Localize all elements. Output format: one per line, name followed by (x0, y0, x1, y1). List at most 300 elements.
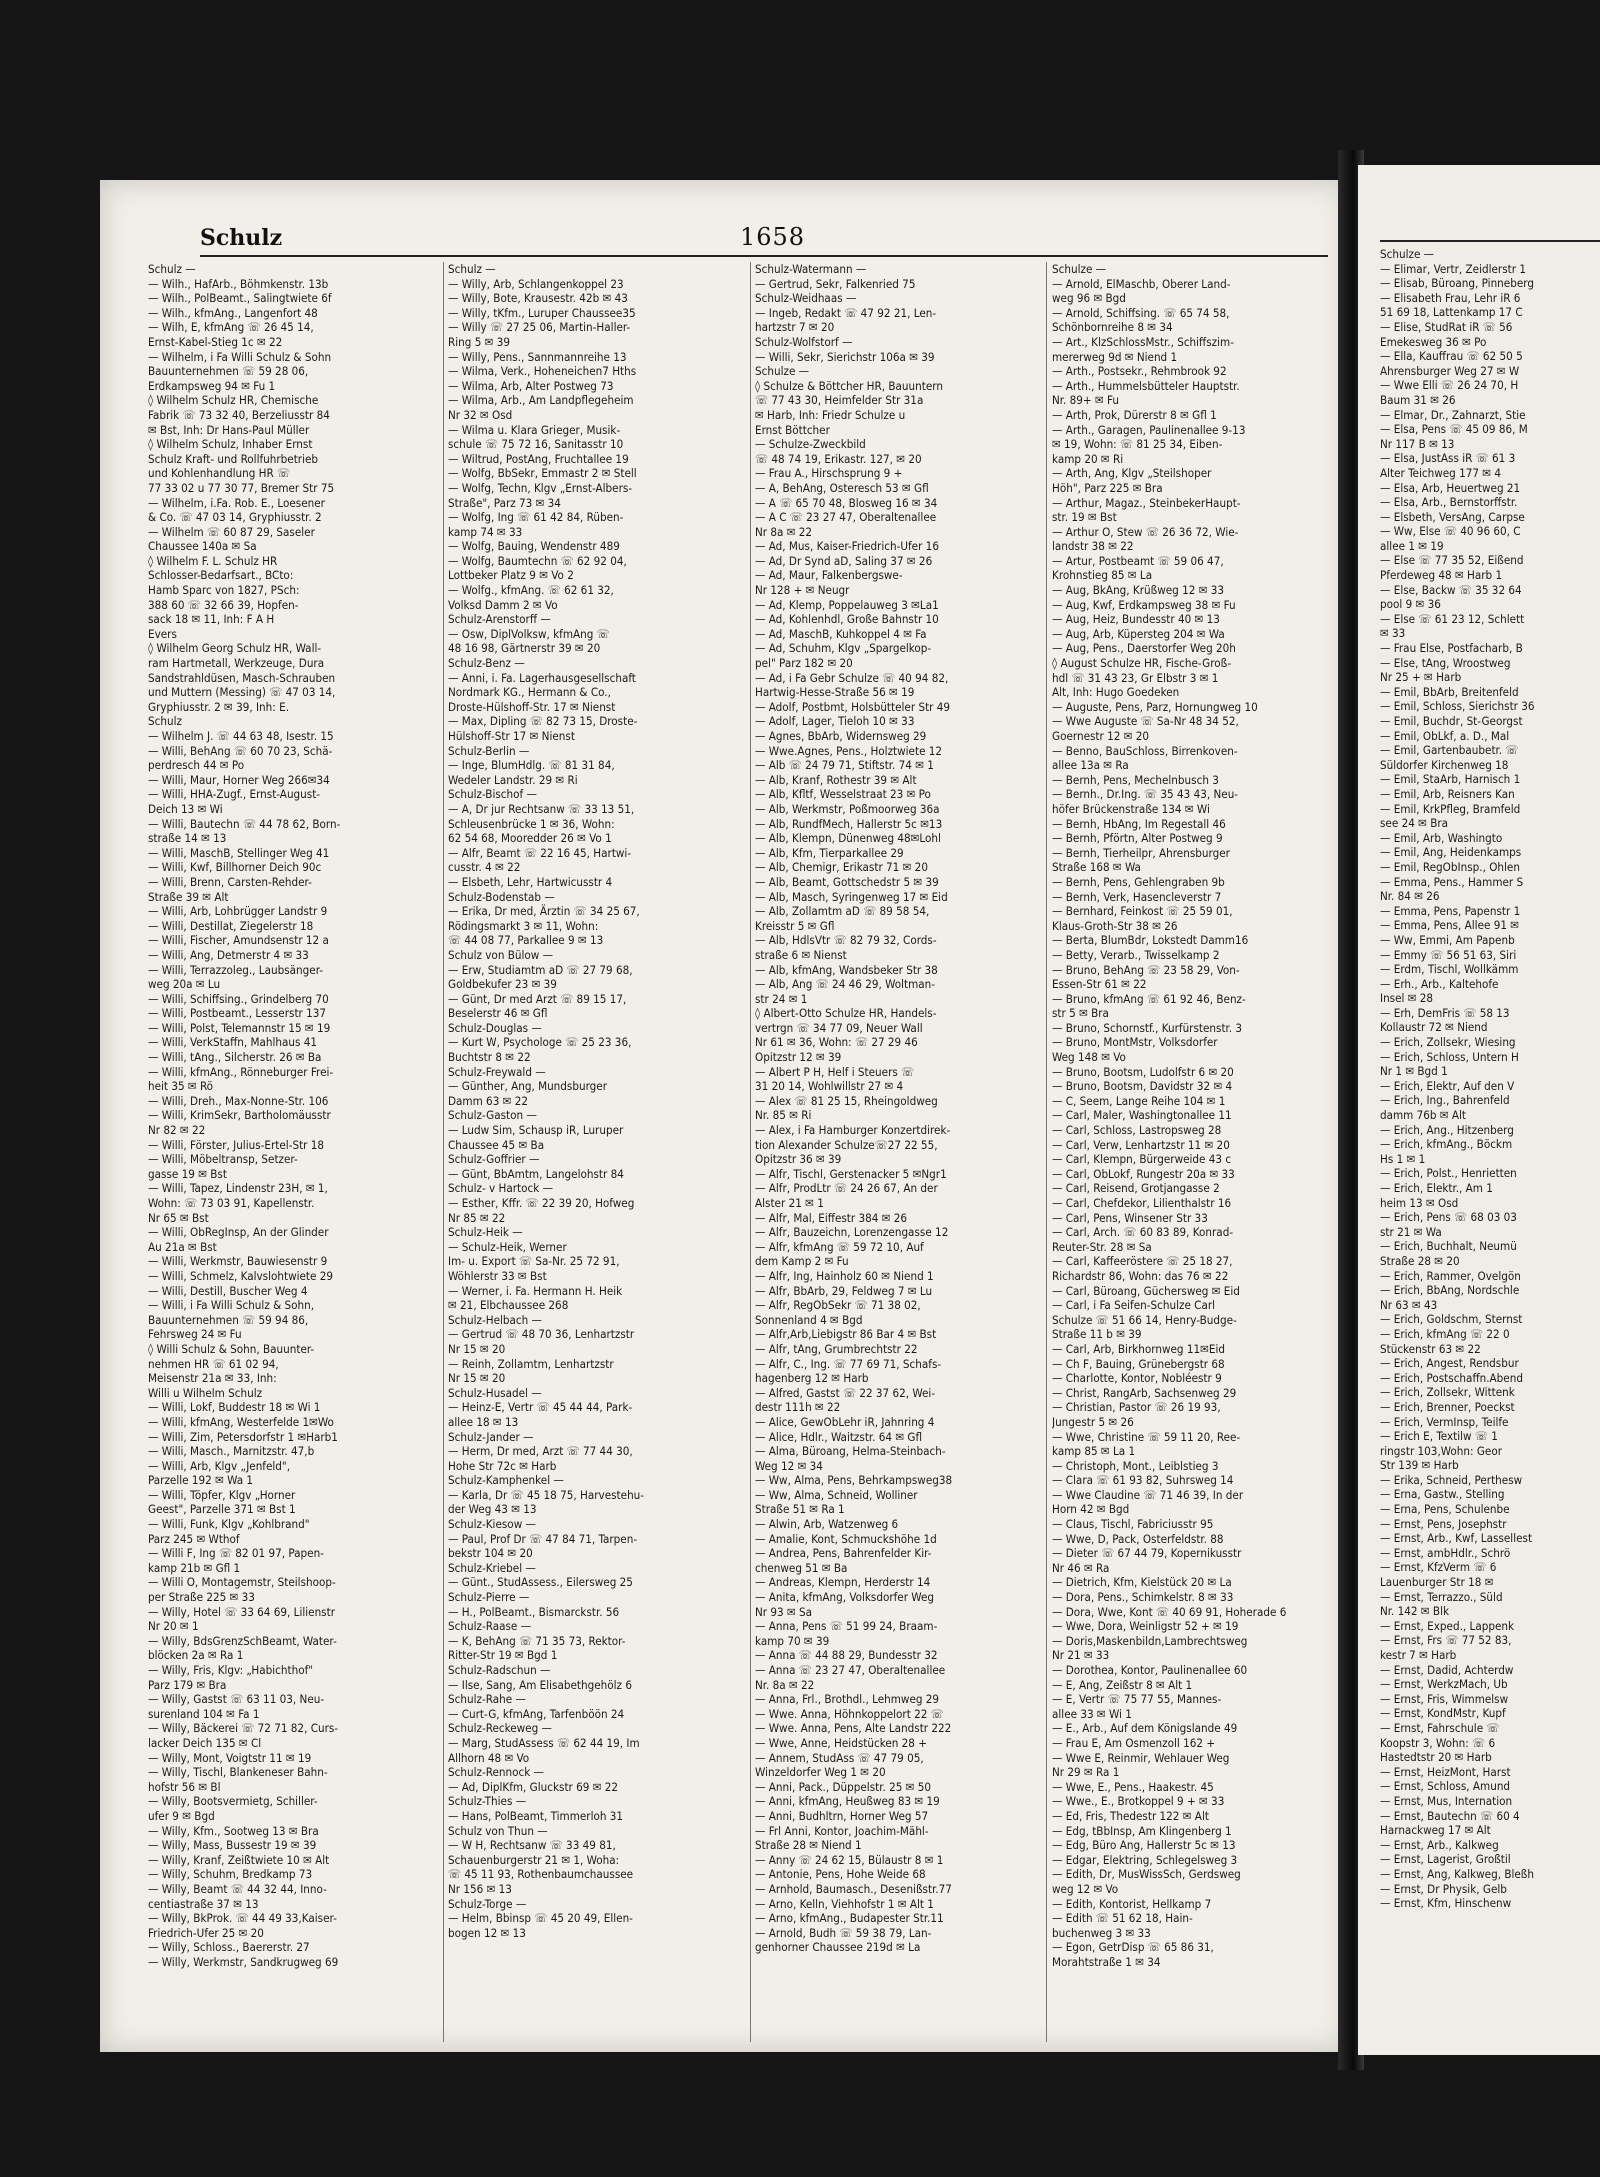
directory-entry-line: Schulz Kraft- und Rollfuhrbetrieb (148, 451, 319, 466)
directory-entry-line: — Alfr, ProdLtr ☏ 24 26 67, An der (755, 1181, 938, 1196)
directory-entry-line: — Anni, Pack., Düppelstr. 25 ✉ 50 (755, 1779, 931, 1794)
directory-entry-line: — Wilhelm J. ☏ 44 63 48, Isestr. 15 (148, 729, 334, 743)
directory-entry-line: — Alfr, kfmAng ☏ 59 72 10, Auf (755, 1239, 924, 1254)
directory-entry-line: — Ingeb, Redakt ☏ 47 92 21, Len- (755, 305, 937, 320)
directory-entry-line: — Alma, Büroang, Helma-Steinbach- (755, 1444, 946, 1459)
directory-entry-line: Wedeler Landstr. 29 ✉ Ri (448, 772, 578, 787)
directory-entry-line: Nr 63 ✉ 43 (1380, 1297, 1438, 1312)
directory-entry-line: — Ernst, Schloss, Amund (1380, 1779, 1511, 1794)
directory-entry-line: 388 60 ☏ 32 66 39, Hopfen- (148, 597, 299, 612)
directory-entry-line: — Ww, Emmi, Am Papenb (1380, 932, 1515, 947)
directory-entry-line: — Karla, Dr ☏ 45 18 75, Harvestehu- (448, 1487, 645, 1502)
directory-entry-line: — Edgar, Elektring, Schlegelsweg 3 (1052, 1852, 1238, 1867)
directory-entry-line: Nr 32 ✉ Osd (448, 407, 513, 422)
directory-entry-line: — Günt., StudAssess., Eilersweg 25 (448, 1575, 633, 1590)
column-divider (750, 262, 751, 2042)
directory-entry-line: — Erich, BbAng, Nordschle (1380, 1283, 1520, 1298)
directory-entry-line: Koopstr 3, Wohn: ☏ 6 (1380, 1735, 1496, 1750)
directory-column-2 (448, 262, 716, 2042)
directory-entry-line: Goernestr 12 ✉ 20 (1052, 729, 1150, 743)
directory-entry-line: — Dieter ☏ 67 44 79, Kopernikusstr (1052, 1546, 1242, 1561)
directory-entry-line: — Ernst, Arb., Kwf, Lassellest (1380, 1531, 1533, 1546)
directory-entry-line: hdl ☏ 31 43 23, Gr Elbstr 3 ✉ 1 (1052, 670, 1219, 685)
directory-entry-line: — Carl, ObLokf, Rungestr 20a ✉ 33 (1052, 1166, 1235, 1181)
directory-entry-line: — Erich, Postschaffn.Abend (1380, 1370, 1523, 1385)
directory-entry-line: — Ad, MaschB, Kuhkoppel 4 ✉ Fa (755, 626, 927, 641)
directory-entry-line: — Wwe., E., Brotkoppel 9 + ✉ 33 (1052, 1794, 1225, 1809)
directory-entry-line: — Elsa, Arb., Bernstorffstr. (1380, 495, 1518, 510)
directory-entry-line: — Ernst, Fris, Wimmelsw (1380, 1691, 1509, 1706)
directory-entry-line: Droste-Hülshoff-Str. 17 ✉ Nienst (448, 699, 616, 714)
directory-entry-line: — Erich, Polst., Henrietten (1380, 1166, 1517, 1181)
directory-entry-line: Schulz von Bülow — (448, 947, 554, 962)
directory-entry-line: — Arnold, Schiffsing. ☏ 65 74 58, (1052, 305, 1230, 320)
directory-entry-line: — Willi, kfmAng., Rönneburger Frei- (148, 1064, 334, 1079)
directory-entry-line: ☏ 45 11 93, Rothenbaumchaussee (448, 1867, 634, 1882)
directory-entry-line: — Emil, Gartenbaubetr. ☏ (1380, 743, 1519, 758)
directory-entry-line: ✉ 19, Wohn: ☏ 81 25 34, Eiben- (1052, 437, 1223, 452)
directory-entry-line: Nr 21 ✉ 33 (1052, 1648, 1110, 1663)
directory-entry-line: Nr 25 + ✉ Harb (1380, 670, 1462, 685)
directory-entry-line: — Willi, ObRegInsp, An der Glinder (148, 1225, 329, 1240)
directory-entry-line: Deich 13 ✉ Wi (148, 801, 223, 816)
directory-entry-line: — Max, Dipling ☏ 82 73 15, Droste- (448, 714, 638, 729)
directory-entry-line: — Arnold, ElMaschb, Oberer Land- (1052, 276, 1231, 291)
directory-entry-line: Allhorn 48 ✉ Vo (448, 1750, 530, 1765)
directory-entry-line: — Alfr, RegObSekr ☏ 71 38 02, (755, 1298, 921, 1313)
directory-entry-line: Nr 15 ✉ 20 (448, 1341, 506, 1356)
directory-entry-line: — Willy, Bäckerei ☏ 72 71 82, Curs- (148, 1721, 339, 1736)
directory-entry-line: Hastedtstr 20 ✉ Harb (1380, 1750, 1492, 1765)
directory-entry-line: — Willy, Mont, Voigtstr 11 ✉ 19 (148, 1750, 312, 1765)
directory-entry-line: — Arth, Ang, Klgv „Steilshoper (1052, 466, 1212, 481)
directory-entry-line: Schulz-Helbach — (448, 1312, 542, 1327)
directory-entry-line: — Anni, kfmAng, Heußweg 83 ✉ 19 (755, 1794, 940, 1809)
directory-entry-line: — Wilh., HafArb., Böhmkenstr. 13b (148, 276, 329, 291)
directory-entry-line: — Emil, KrkPfleg, Bramfeld (1380, 801, 1521, 816)
directory-entry-line: str 24 ✉ 1 (755, 991, 808, 1006)
directory-entry-line: — Emil, Ang, Heidenkamps (1380, 845, 1522, 860)
directory-entry-line: — Amalie, Kont, Schmuckshöhe 1d (755, 1531, 937, 1546)
directory-entry-line: — Willi, Werkmstr, Bauwiesenstr 9 (148, 1254, 328, 1269)
directory-entry-line: — W H, Rechtsanw ☏ 33 49 81, (448, 1838, 616, 1853)
directory-entry-line: heim 13 ✉ Osd (1380, 1195, 1459, 1210)
directory-entry-line: allee 33 ✉ Wi 1 (1052, 1706, 1132, 1721)
directory-entry-line: — Alb, Ang ☏ 24 46 29, Woltman- (755, 977, 936, 992)
directory-entry-line: Schulz-Watermann — (755, 262, 867, 276)
directory-entry-line: — Willi, Postbeamt., Lesserstr 137 (148, 1006, 327, 1021)
directory-entry-line: — Betty, Verarb., Twisselkamp 2 (1052, 947, 1220, 962)
directory-entry-line: — Erika, Dr med, Ärztin ☏ 34 25 67, (448, 904, 640, 919)
directory-entry-line: ☏ 77 43 30, Heimfelder Str 31a (755, 393, 924, 408)
directory-entry-line: — Willy, Werkmstr, Sandkrugweg 69 (148, 1954, 339, 1969)
directory-entry-line: — Carl, Verw, Lenhartzstr 11 ✉ 20 (1052, 1137, 1230, 1152)
directory-entry-line: — Bernhard, Feinkost ☏ 25 59 01, (1052, 904, 1233, 919)
directory-entry-line: — Erich, Elektr., Am 1 (1380, 1181, 1493, 1195)
directory-entry-line: Opitzstr 36 ✉ 39 (755, 1152, 842, 1167)
directory-entry-line: Süldorfer Kirchenweg 18 (1380, 757, 1509, 772)
directory-entry-line: str. 19 ✉ Bst (1052, 510, 1117, 525)
directory-entry-line: — Emil, Arb, Reisners Kan (1380, 786, 1515, 801)
directory-entry-line: — Willi, HHA-Zugf., Ernst-August- (148, 787, 321, 802)
directory-entry-line: — Edith, Dr, MusWissSch, Gerdsweg (1052, 1867, 1241, 1882)
directory-entry-line: — Ad, Maur, Falkenbergswe- (755, 568, 903, 583)
directory-entry-line: — Ernst, ambHdlr., Schrö (1380, 1545, 1511, 1560)
directory-entry-line: Nr 65 ✉ Bst (148, 1210, 209, 1225)
directory-entry-line: — Curt-G, kfmAng, Tarfenböön 24 (448, 1706, 625, 1721)
directory-entry-line: — Ernst, Dr Physik, Gelb (1380, 1881, 1507, 1896)
directory-entry-line: — Dietrich, Kfm, Kielstück 20 ✉ La (1052, 1575, 1232, 1590)
directory-entry-line: gasse 19 ✉ Bst (148, 1166, 227, 1181)
directory-entry-line: — Andrea, Pens, Bahrenfelder Kir- (755, 1546, 932, 1561)
directory-entry-line: — Willy, Fris, Klgv: „Habichthof" (148, 1663, 314, 1677)
directory-entry-line: — Erich, Schloss, Untern H (1380, 1049, 1519, 1064)
page-number: 1658 (740, 223, 806, 251)
directory-entry-line: — Ad, Schuhm, Klgv „Spargelkop- (755, 641, 932, 656)
directory-entry-line: landstr 38 ✉ 22 (1052, 539, 1134, 554)
directory-entry-line: — Helm, Bbinsp ☏ 45 20 49, Ellen- (448, 1911, 633, 1926)
directory-entry-line: Schulz-Gaston — (448, 1108, 537, 1123)
directory-entry-line: Nr 46 ✉ Ra (1052, 1560, 1110, 1575)
directory-entry-line: — Wilhelm ☏ 60 87 29, Saseler (148, 524, 315, 539)
directory-entry-line: — Arno, kfmAng., Budapester Str.11 (755, 1911, 944, 1926)
directory-entry-line: — Erich, Zollsekr, Wittenk (1380, 1385, 1515, 1400)
directory-entry-line: Parz 245 ✉ Wthof (148, 1531, 240, 1546)
directory-entry-line: — Erich, Brenner, Poeckst (1380, 1399, 1515, 1414)
directory-entry-line: nehmen HR ☏ 61 02 94, (148, 1356, 279, 1371)
directory-entry-line: — Elise, StudRat iR ☏ 56 (1380, 319, 1513, 334)
directory-entry-line: — Wwe, D, Pack, Osterfeldstr. 88 (1052, 1531, 1224, 1546)
directory-entry-line: Weg 12 ✉ 34 (755, 1458, 823, 1473)
directory-entry-line: — Emil, ObLkf, a. D., Mal (1380, 728, 1510, 743)
directory-entry-line: — Bruno, kfmAng ☏ 61 92 46, Benz- (1052, 991, 1246, 1006)
directory-entry-line: destr 111h ✉ 22 (755, 1400, 841, 1415)
directory-entry-line: — Emma, Pens, Allee 91 ✉ (1380, 918, 1520, 933)
directory-entry-line: Schulz (148, 714, 182, 729)
directory-entry-line: — Elisabeth Frau, Lehr iR 6 (1380, 290, 1521, 305)
column-divider (443, 262, 444, 2042)
directory-entry-line: — Christian, Pastor ☏ 26 19 93, (1052, 1400, 1221, 1415)
directory-entry-line: — Wolfg., kfmAng. ☏ 62 61 32, (448, 583, 614, 598)
directory-entry-line: — Elmar, Dr., Zahnarzt, Stie (1380, 407, 1526, 422)
directory-entry-line: — Erich, Buchhalt, Neumü (1380, 1239, 1517, 1254)
directory-entry-line: Nr 93 ✉ Sa (755, 1604, 813, 1619)
directory-entry-line: — H., PolBeamt., Bismarckstr. 56 (448, 1604, 620, 1619)
directory-entry-line: Nr. 8a ✉ 22 (755, 1677, 815, 1692)
directory-entry-line: — Willy, Hotel ☏ 33 64 69, Lilienstr (148, 1604, 335, 1619)
directory-entry-line: centiastraße 37 ✉ 13 (148, 1896, 259, 1911)
directory-entry-line: Bauunternehmen ☏ 59 28 06, (148, 364, 309, 379)
directory-entry-line: — Carl, Maler, Washingtonallee 11 (1052, 1108, 1232, 1123)
directory-entry-line: Schulz — (148, 262, 196, 276)
directory-entry-line: kamp 74 ✉ 33 (448, 524, 523, 539)
directory-entry-line: — Alfr, Tischl, Gerstenacker 5 ✉Ngr1 (755, 1166, 947, 1181)
directory-entry-line: Schulz-Douglas — (448, 1020, 542, 1035)
directory-entry-line: allee 1 ✉ 19 (1380, 538, 1444, 553)
directory-entry-line: Erdkampsweg 94 ✉ Fu 1 (148, 378, 276, 393)
directory-entry-line: — Willi, Lokf, Buddestr 18 ✉ Wi 1 (148, 1400, 321, 1415)
directory-entry-line: — Willi, i Fa Willi Schulz & Sohn, (148, 1298, 315, 1313)
directory-entry-line: — Willy, Kfm., Sootweg 13 ✉ Bra (148, 1823, 319, 1838)
directory-entry-line: Schulz-Torge — (448, 1896, 527, 1911)
directory-entry-line: perdresch 44 ✉ Po (148, 758, 245, 773)
directory-entry-line: — Arth., Postsekr., Rehmbrook 92 (1052, 364, 1227, 379)
directory-entry-line: — Arthur, Magaz., SteinbekerHaupt- (1052, 495, 1241, 510)
directory-entry-line: ✉ 33 (1380, 626, 1406, 641)
directory-entry-line: Wöhlerstr 33 ✉ Bst (448, 1268, 547, 1283)
directory-entry-line: — Carl, Kaffeeröstere ☏ 25 18 27, (1052, 1254, 1233, 1269)
directory-entry-line: Schulz von Thun — (448, 1823, 548, 1838)
directory-entry-line: — Werner, i. Fa. Hermann H. Heik (448, 1283, 623, 1298)
directory-entry-line: Winzeldorfer Weg 1 ✉ 20 (755, 1765, 886, 1780)
directory-entry-line: — Willy, Beamt ☏ 44 32 44, Inno- (148, 1881, 327, 1896)
directory-entry-line: — Anny ☏ 24 62 15, Bülaustr 8 ✉ 1 (755, 1852, 944, 1867)
directory-entry-line: Lottbeker Platz 9 ✉ Vo 2 (448, 568, 574, 583)
directory-entry-line: see 24 ✉ Bra (1380, 816, 1449, 831)
directory-entry-line: — Gertrud ☏ 48 70 36, Lenhartzstr (448, 1327, 635, 1342)
directory-entry-line: — Ad, Mus, Kaiser-Friedrich-Ufer 16 (755, 539, 939, 554)
directory-entry-line: — Carl, Arch. ☏ 60 83 89, Konrad- (1052, 1225, 1234, 1240)
directory-entry-line: — Erdm, Tischl, Wollkämm (1380, 962, 1519, 977)
directory-entry-line: — Schulze-Zweckbild (755, 437, 866, 452)
directory-entry-line: sack 18 ✉ 11, Inh: F A H (148, 612, 275, 627)
directory-entry-line: — Alex ☏ 81 25 15, Rheingoldweg (755, 1093, 938, 1108)
directory-entry-line: Weg 148 ✉ Vo (1052, 1050, 1126, 1065)
directory-entry-line: — Alb, kfmAng, Wandsbeker Str 38 (755, 962, 938, 977)
directory-entry-line: blöcken 2a ✉ Ra 1 (148, 1648, 244, 1663)
directory-entry-line: — Alfr, tAng, Grumbrechtstr 22 (755, 1341, 918, 1356)
directory-entry-line: — Wiltrud, PostAng, Fruchtallee 19 (448, 451, 629, 466)
directory-entry-line: — Willy, Schuhm, Bredkamp 73 (148, 1867, 313, 1882)
directory-entry-line: — Bruno, MontMstr, Volksdorfer (1052, 1035, 1218, 1050)
directory-entry-line: — Wolfg, Ing ☏ 61 42 84, Rüben- (448, 510, 624, 525)
directory-entry-line: — Emil, Schloss, Sierichstr 36 (1380, 699, 1535, 714)
directory-entry-line: Hartwig-Hesse-Straße 56 ✉ 19 (755, 685, 915, 700)
directory-entry-line: straße 6 ✉ Nienst (755, 947, 847, 962)
directory-entry-line: — Wwe, Dora, Weinligstr 52 + ✉ 19 (1052, 1619, 1239, 1634)
directory-entry-line: — Wilh, E, kfmAng ☏ 26 45 14, (148, 320, 314, 335)
directory-entry-line: Schulz-Kriebel — (448, 1560, 536, 1575)
directory-entry-line: schule ☏ 75 72 16, Sanitasstr 10 (448, 437, 624, 452)
directory-entry-line: Insel ✉ 28 (1380, 991, 1434, 1006)
directory-entry-line: Hohe Str 72c ✉ Harb (448, 1458, 557, 1473)
directory-entry-line: — Aug, BkAng, Krüßweg 12 ✉ 33 (1052, 583, 1225, 598)
directory-entry-line: allee 18 ✉ 13 (448, 1414, 519, 1429)
directory-entry-line: — E., Arb., Auf dem Königslande 49 (1052, 1721, 1238, 1736)
directory-entry-line: — Esther, Kffr. ☏ 22 39 20, Hofweg (448, 1196, 635, 1210)
directory-entry-line: Kreisstr 5 ✉ Gfl (755, 918, 835, 933)
directory-entry-line: Ritter-Str 19 ✉ Bgd 1 (448, 1648, 558, 1663)
directory-entry-line: — Ernst, HeizMont, Harst (1380, 1764, 1511, 1779)
directory-entry-line: Schulz-Jander — (448, 1429, 534, 1444)
directory-entry-line: höfer Brückenstraße 134 ✉ Wi (1052, 801, 1210, 816)
directory-entry-line: — Willi, Töpfer, Klgv „Horner (148, 1487, 296, 1502)
directory-entry-line: — Wwe. Anna, Pens, Alte Landstr 222 (755, 1721, 952, 1736)
directory-entry-line: — Willi, Brenn, Carsten-Rehder- (148, 874, 312, 889)
directory-entry-line: Schulz-Goffrier — (448, 1152, 540, 1167)
directory-entry-line: 77 33 02 u 77 30 77, Bremer Str 75 (148, 480, 335, 495)
directory-entry-line: — Bernh, Verk, Hasencleverstr 7 (1052, 889, 1222, 904)
directory-entry-line: ◊ Willi Schulz & Sohn, Bauunter- (148, 1341, 315, 1356)
directory-entry-line: dem Kamp 2 ✉ Fu (755, 1254, 849, 1269)
directory-entry-line: — Willi, Polst, Telemannstr 15 ✉ 19 (148, 1020, 331, 1035)
directory-entry-line: — Willy, Bootsvermietg, Schiller- (148, 1794, 318, 1809)
directory-entry-line: weg 20a ✉ Lu (148, 977, 221, 992)
directory-entry-line: — Berta, BlumBdr, Lokstedt Damm16 (1052, 933, 1249, 948)
directory-entry-line: ◊ Wilhelm Georg Schulz HR, Wall- (148, 641, 322, 656)
directory-entry-line: — Andreas, Klempn, Herderstr 14 (755, 1575, 931, 1590)
directory-entry-line: — E, Ang, Zeißstr 8 ✉ Alt 1 (1052, 1677, 1193, 1692)
directory-entry-line: mererweg 9d ✉ Niend 1 (1052, 349, 1178, 364)
directory-entry-line: Schulz-Husadel — (448, 1385, 542, 1400)
directory-entry-line: — Edith, Kontorist, Hellkamp 7 (1052, 1896, 1212, 1911)
directory-entry-line: Schulz-Arenstorff — (448, 612, 551, 627)
directory-entry-line: Schulz-Weidhaas — (755, 291, 857, 306)
running-head: Schulz (200, 225, 283, 251)
directory-entry-line: — Anna, Pens ☏ 51 99 24, Braam- (755, 1619, 938, 1634)
directory-entry-line: Meisenstr 21a ✉ 33, Inh: (148, 1371, 277, 1386)
directory-entry-line: Schulz-Rahe — (448, 1692, 526, 1707)
directory-entry-line: — Annem, StudAss ☏ 47 79 05, (755, 1750, 924, 1765)
directory-entry-line: — Alex, i Fa Hamburger Konzertdirek- (755, 1123, 951, 1138)
directory-entry-line: — Artur, Postbeamt ☏ 59 06 47, (1052, 553, 1224, 568)
directory-entry-line: — Willi, tAng., Silcherstr. 26 ✉ Ba (148, 1050, 322, 1065)
directory-entry-line: Harnackweg 17 ✉ Alt (1380, 1823, 1491, 1838)
directory-entry-line: — Ernst, WerkzMach, Ub (1380, 1677, 1508, 1692)
directory-entry-line: — Anni, Budhltrn, Horner Weg 57 (755, 1808, 929, 1823)
directory-entry-line: — Ernst, Lagerist, Großtil (1380, 1852, 1511, 1867)
directory-entry-line: Ernst-Kabel-Stieg 1c ✉ 22 (148, 334, 283, 349)
directory-entry-line: — Wwe Claudine ☏ 71 46 39, In der (1052, 1487, 1244, 1502)
directory-entry-line: — Ad, DiplKfm, Gluckstr 69 ✉ 22 (448, 1779, 619, 1794)
directory-entry-line: und Muttern (Messing) ☏ 47 03 14, (148, 685, 336, 700)
directory-entry-line: — Emil, BbArb, Breitenfeld (1380, 684, 1519, 699)
directory-entry-line: — Ernst, Exped., Lappenk (1380, 1618, 1515, 1633)
directory-entry-line: Beselerstr 46 ✉ Gfl (448, 1006, 548, 1021)
next-page-column (1380, 247, 1600, 2027)
directory-entry-line: — Willy, Pens., Sannmannreihe 13 (448, 349, 627, 364)
directory-entry-line: Pferdeweg 48 ✉ Harb 1 (1380, 568, 1503, 583)
directory-entry-line: ✉ Bst, Inh: Dr Hans-Paul Müller (148, 422, 310, 437)
directory-column-3 (755, 262, 1023, 2042)
directory-entry-line: Nr 29 ✉ Ra 1 (1052, 1765, 1120, 1780)
directory-entry-line: — Alb, Zollamtm aD ☏ 89 58 54, (755, 904, 930, 919)
directory-entry-line: — Alfr, BbArb, 29, Feldweg 7 ✉ Lu (755, 1283, 933, 1298)
directory-entry-line: cusstr. 4 ✉ 22 (448, 860, 521, 875)
directory-entry-line: pool 9 ✉ 36 (1380, 597, 1441, 612)
directory-entry-line: Klaus-Groth-Str 38 ✉ 26 (1052, 918, 1178, 933)
directory-entry-line: Schulz-Raase — (448, 1619, 532, 1634)
directory-entry-line: Schulz-Pierre — (448, 1590, 530, 1605)
directory-entry-line: Schulz- v Hartock — (448, 1181, 554, 1196)
directory-entry-line: — Wwe Auguste ☏ Sa-Nr 48 34 52, (1052, 714, 1239, 729)
directory-entry-line: Richardstr 86, Wohn: das 76 ✉ 22 (1052, 1268, 1229, 1283)
directory-entry-line: Nr 15 ✉ 20 (448, 1371, 506, 1386)
directory-entry-line: Alt, Inh: Hugo Goedeken (1052, 685, 1180, 700)
directory-entry-line: vertrgn ☏ 34 77 09, Neuer Wall (755, 1020, 923, 1035)
directory-entry-line: — Elsbeth, VersAng, Carpse (1380, 509, 1525, 524)
directory-entry-line: — Alb, HdlsVtr ☏ 82 79 32, Cords- (755, 933, 937, 948)
directory-entry-line: Horn 42 ✉ Bgd (1052, 1502, 1130, 1517)
directory-entry-line: — Erh., Arb., Kaltehofe (1380, 976, 1499, 991)
directory-entry-line: Nr. 85 ✉ Ri (755, 1108, 812, 1123)
directory-entry-line: Schulze — (1380, 247, 1435, 261)
directory-entry-line: Nr 117 B ✉ 13 (1380, 436, 1455, 451)
directory-entry-line: Volksd Damm 2 ✉ Vo (448, 597, 558, 612)
directory-entry-line: Schulz-Bischof — (448, 787, 537, 802)
directory-entry-line: — Willy, Mass, Bussestr 19 ✉ 39 (148, 1838, 317, 1853)
directory-entry-line: — Alfr, C., Ing. ☏ 77 69 71, Schafs- (755, 1356, 942, 1371)
directory-entry-line: — Erich, Zollsekr, Wiesing (1380, 1035, 1516, 1050)
directory-entry-line: — Wilh., kfmAng., Langenfort 48 (148, 305, 318, 320)
directory-entry-line: — Antonie, Pens, Hohe Weide 68 (755, 1867, 926, 1882)
directory-entry-line: Buchtstr 8 ✉ 22 (448, 1050, 531, 1065)
directory-entry-line: — Emil, StaArb, Harnisch 1 (1380, 772, 1521, 787)
directory-entry-line: — Willi, Arb, Klgv „Jenfeld", (148, 1458, 291, 1473)
directory-entry-line: Straße 168 ✉ Wa (1052, 860, 1141, 875)
directory-entry-line: — Ernst, Dadid, Achterdw (1380, 1662, 1514, 1677)
directory-entry-line: Parz 179 ✉ Bra (148, 1677, 227, 1692)
directory-entry-line: — E, Vertr ☏ 75 77 55, Mannes- (1052, 1692, 1222, 1707)
directory-entry-line: damm 76b ✉ Alt (1380, 1108, 1467, 1123)
directory-entry-line: — Else, tAng, Wroostweg (1380, 655, 1511, 670)
directory-entry-line: — Ernst, Ang, Kalkweg, Bleßh (1380, 1866, 1534, 1881)
directory-entry-line: Sandstrahldüsen, Masch-Schrauben (148, 670, 336, 685)
directory-entry-line: — Willy, Tischl, Blankeneser Bahn- (148, 1765, 328, 1780)
directory-entry-line: — Arnold, Budh ☏ 59 38 79, Lan- (755, 1925, 932, 1940)
directory-entry-line: — Alb, Kranf, Rothestr 39 ✉ Alt (755, 772, 917, 787)
directory-entry-line: — Erich, Ing., Bahrenfeld (1380, 1093, 1510, 1108)
directory-entry-line: — Wilma u. Klara Grieger, Musik- (448, 422, 621, 437)
directory-entry-line: — Ad, i Fa Gebr Schulze ☏ 40 94 82, (755, 670, 949, 685)
directory-entry-line: — Willi, VerkStaffn, Mahlhaus 41 (148, 1035, 318, 1050)
directory-entry-line: Schulz-Radschun — (448, 1663, 551, 1677)
directory-entry-line: Willi u Wilhelm Schulz (148, 1385, 263, 1400)
directory-entry-line: Schlosser-Bedarfsart., BCto: (148, 568, 294, 583)
header-rule (1380, 240, 1600, 242)
directory-entry-line: — Willi F, Ing ☏ 82 01 97, Papen- (148, 1546, 324, 1561)
directory-entry-line: Schulz-Reckeweg — (448, 1721, 552, 1736)
directory-entry-line: kamp 70 ✉ 39 (755, 1633, 830, 1648)
directory-entry-line: Emekesweg 36 ✉ Po (1380, 334, 1487, 349)
directory-entry-line: Schulz-Kamphenkel — (448, 1473, 564, 1488)
directory-entry-line: ram Hartmetall, Werkzeuge, Dura (148, 656, 325, 671)
directory-entry-line: — Erich, Ang., Hitzenberg (1380, 1122, 1514, 1137)
directory-entry-line: str 5 ✉ Bra (1052, 1006, 1109, 1021)
directory-entry-line: weg 96 ✉ Bgd (1052, 291, 1126, 306)
directory-entry-line: — Reinh, Zollamtm, Lenhartzstr (448, 1356, 614, 1371)
directory-entry-line: Nr 85 ✉ 22 (448, 1210, 506, 1225)
directory-entry-line: — Erich, VermInsp, Teilfe (1380, 1414, 1509, 1429)
directory-entry-line: 62 54 68, Mooredder 26 ✉ Vo 1 (448, 831, 612, 846)
directory-entry-line: Essen-Str 61 ✉ 22 (1052, 977, 1147, 992)
directory-entry-line: — Günt, Dr med Arzt ☏ 89 15 17, (448, 991, 627, 1006)
directory-entry-line: Nr 1 ✉ Bgd 1 (1380, 1064, 1448, 1079)
directory-entry-line: Parzelle 192 ✉ Wa 1 (148, 1473, 254, 1488)
directory-entry-line: Schulz-Thies — (448, 1794, 527, 1809)
directory-entry-line: Schulz-Benz — (448, 656, 525, 671)
directory-entry-line: — Willy, BkProk. ☏ 44 49 33,Kaiser- (148, 1911, 337, 1926)
directory-entry-line: Ring 5 ✉ 39 (448, 334, 510, 349)
directory-entry-line: — A, Dr jur Rechtsanw ☏ 33 13 51, (448, 801, 635, 816)
column-divider (1046, 262, 1047, 2042)
directory-entry-line: — Paul, Prof Dr ☏ 47 84 71, Tarpen- (448, 1531, 638, 1546)
directory-entry-line: ✉ Harb, Inh: Friedr Schulze u (755, 407, 906, 422)
directory-entry-line: — Else, Backw ☏ 35 32 64 (1380, 582, 1522, 597)
directory-entry-line: — Anna ☏ 44 88 29, Bundesstr 32 (755, 1648, 938, 1663)
directory-entry-line: — Carl, Pens, Winsener Str 33 (1052, 1210, 1208, 1225)
directory-entry-line: — Willi, Funk, Klgv „Kohlbrand" (148, 1517, 310, 1532)
